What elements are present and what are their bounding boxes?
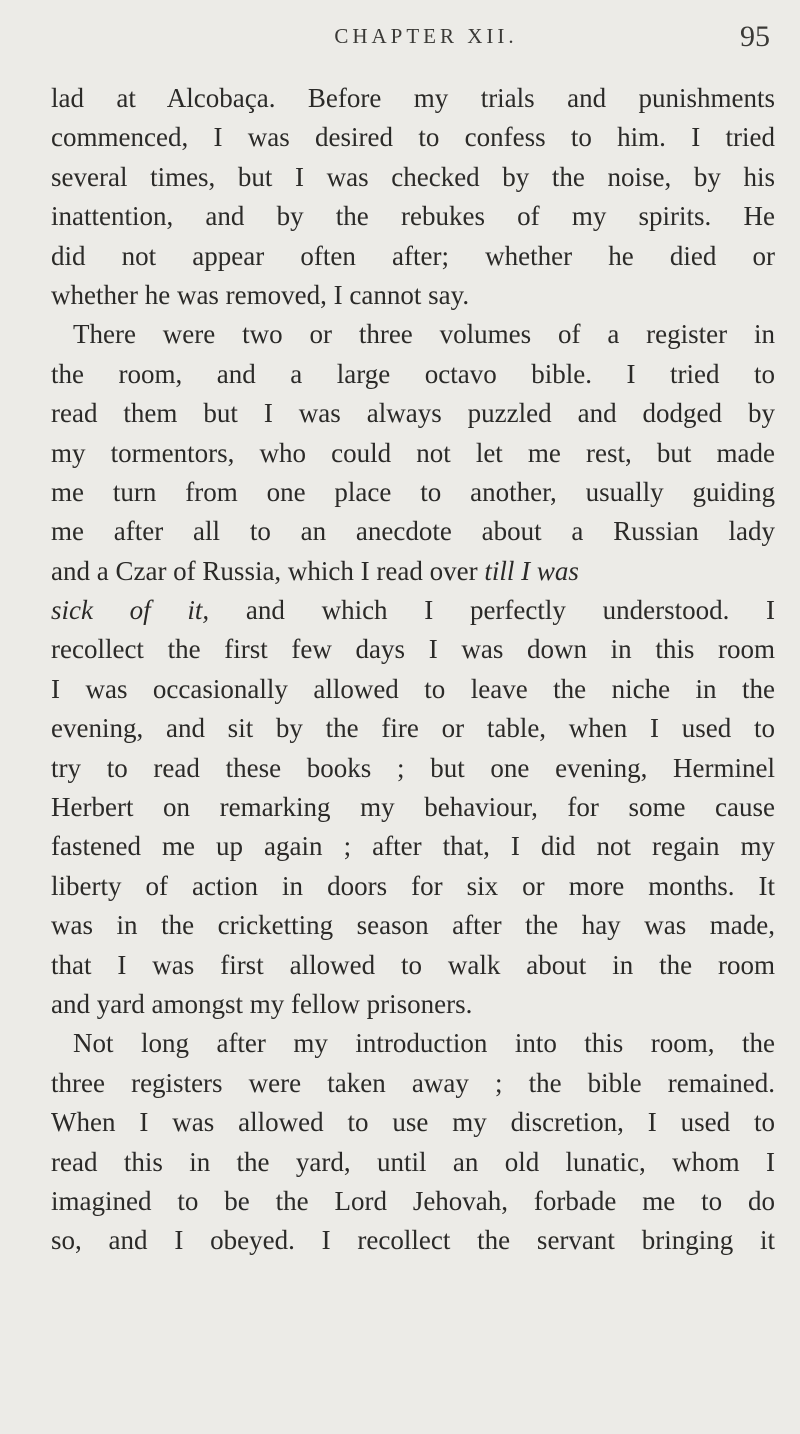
italic-phrase: sick of it, xyxy=(51,595,210,626)
italic-phrase: till I was xyxy=(484,555,579,586)
text-line: did not appear often after; whether he died or xyxy=(51,240,775,271)
text-line: read them but I was always puzzled and dodged by xyxy=(51,398,775,429)
text-line: fastened me up again ; after that, I did not regain my xyxy=(51,831,775,862)
text-line: When I was allowed to use my discretion, I used to xyxy=(51,1107,775,1138)
text-line: was in the cricketting season after the hay was made, xyxy=(51,910,775,941)
text-line: me after all to an anecdote about a Russian lady xyxy=(51,516,775,547)
text-line: try to read these books ; but one evening, Herminel xyxy=(51,752,775,783)
text-line: my tormentors, who could not let me rest, but made xyxy=(51,437,775,468)
text-line: recollect the first few days I was down in this room xyxy=(51,634,775,665)
text-line: Herbert on remarking my behaviour, for some cause xyxy=(51,792,775,823)
text-line: several times, but I was checked by the noise, by his xyxy=(51,161,775,192)
text-line: so, and I obeyed. I recollect the servant bringing it xyxy=(51,1225,775,1256)
text-segment: and which I perfectly understood. I xyxy=(245,595,775,626)
text-line xyxy=(51,591,775,630)
text-line: imagined to be the Lord Jehovah, forbade me to do xyxy=(51,1185,775,1216)
text-line: the room, and a large octavo bible. I tried to xyxy=(51,358,775,389)
text-line: me turn from one place to another, usually guiding xyxy=(51,476,775,507)
text-line: whether he was removed, I cannot say. xyxy=(51,279,470,310)
chapter-heading: CHAPTER XII. xyxy=(334,24,518,48)
page-number: 95 xyxy=(740,20,770,53)
text-line xyxy=(51,552,775,591)
text-line: liberty of action in doors for six or more months. It xyxy=(51,870,775,901)
text-line: inattention, and by the rebukes of my spirits. He xyxy=(51,201,775,232)
text-line: evening, and sit by the fire or table, when I used to xyxy=(51,713,775,744)
text-line: three registers were taken away ; the bible remained. xyxy=(51,1067,775,1098)
text-line: that I was first allowed to walk about in the room xyxy=(51,949,775,980)
text-line: commenced, I was desired to confess to him. I tried xyxy=(51,122,775,153)
text-line: and yard amongst my fellow prisoners. xyxy=(51,988,473,1019)
text-line: Not long after my introduction into this room, the xyxy=(73,1028,775,1059)
text-line: There were two or three volumes of a register in xyxy=(73,319,775,350)
text-segment: and a Czar of Russia, which I read over xyxy=(51,555,478,586)
running-head xyxy=(30,20,770,70)
text-line: read this in the yard, until an old lunatic, whom I xyxy=(51,1146,775,1177)
body-text xyxy=(51,79,775,1261)
text-line: I was occasionally allowed to leave the niche in the xyxy=(51,673,775,704)
text-line: lad at Alcobaça. Before my trials and punishments xyxy=(51,83,775,113)
